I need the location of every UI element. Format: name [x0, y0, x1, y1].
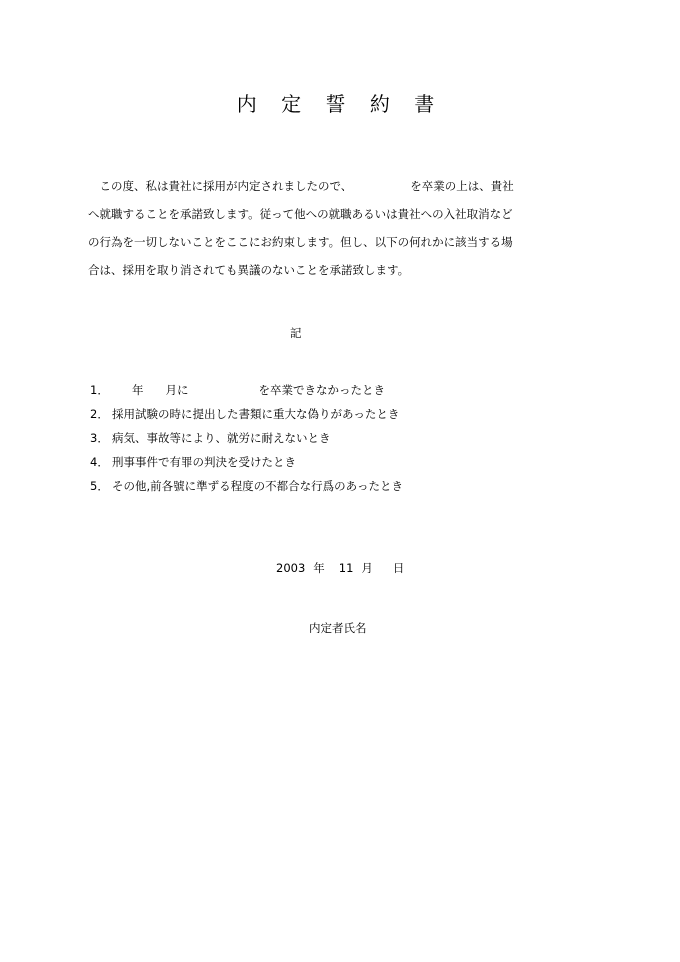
conditions-list	[90, 378, 403, 498]
list-item-text: 病気、事故等により、就労に耐えないとき	[112, 431, 331, 445]
list-item-text: その他,前各號に準ずる程度の不都合な行爲のあったとき	[112, 479, 404, 493]
paragraph-line-1-end: を卒業の上は、貴社	[410, 179, 514, 193]
month-label: 月に	[165, 383, 189, 397]
date-year-label: 年	[313, 561, 325, 575]
list-item-number: 1．	[90, 383, 109, 397]
list-item	[90, 450, 403, 474]
paragraph-line-3: の行為を一切しないことをここにお約束します。但し、以下の何れかに該当する場	[88, 235, 513, 249]
paragraph-line-4: 合は、採用を取り消されても異議のないことを承諾致します。	[88, 263, 410, 277]
document-title: 内 定 誓 約 書	[236, 92, 444, 116]
paragraph-line-1-start: この度、私は貴社に採用が内定されましたので、	[99, 179, 353, 193]
list-item-number: 4．	[90, 455, 109, 469]
list-item	[90, 474, 403, 498]
list-item-number: 5．	[90, 479, 109, 493]
list-item-text: 採用試験の時に提出した書類に重大な偽りがあったとき	[112, 407, 400, 421]
date-month: 11	[338, 561, 354, 575]
date-day-label: 日	[392, 561, 405, 575]
paragraph-line-2: へ就職することを承諾致します。従って他への就職あるいは貴社への入社取消など	[88, 207, 513, 221]
ki-heading: 記	[290, 326, 302, 340]
paragraph-line-1	[88, 172, 568, 200]
list-item-text: を卒業できなかったとき	[258, 383, 385, 397]
list-item-number: 3．	[90, 431, 109, 445]
list-item	[90, 402, 403, 426]
date-month-label: 月	[361, 561, 373, 575]
list-item	[90, 426, 403, 450]
date-year: 2003	[276, 561, 306, 575]
date-line	[276, 560, 404, 576]
list-item-text: 刑事事件で有罪の判決を受けたとき	[112, 455, 296, 469]
list-item-number: 2．	[90, 407, 109, 421]
year-label: 年	[132, 383, 144, 397]
pledge-paragraph	[88, 172, 568, 284]
signer-name-label: 内定者氏名	[309, 621, 367, 635]
list-item	[90, 378, 403, 402]
